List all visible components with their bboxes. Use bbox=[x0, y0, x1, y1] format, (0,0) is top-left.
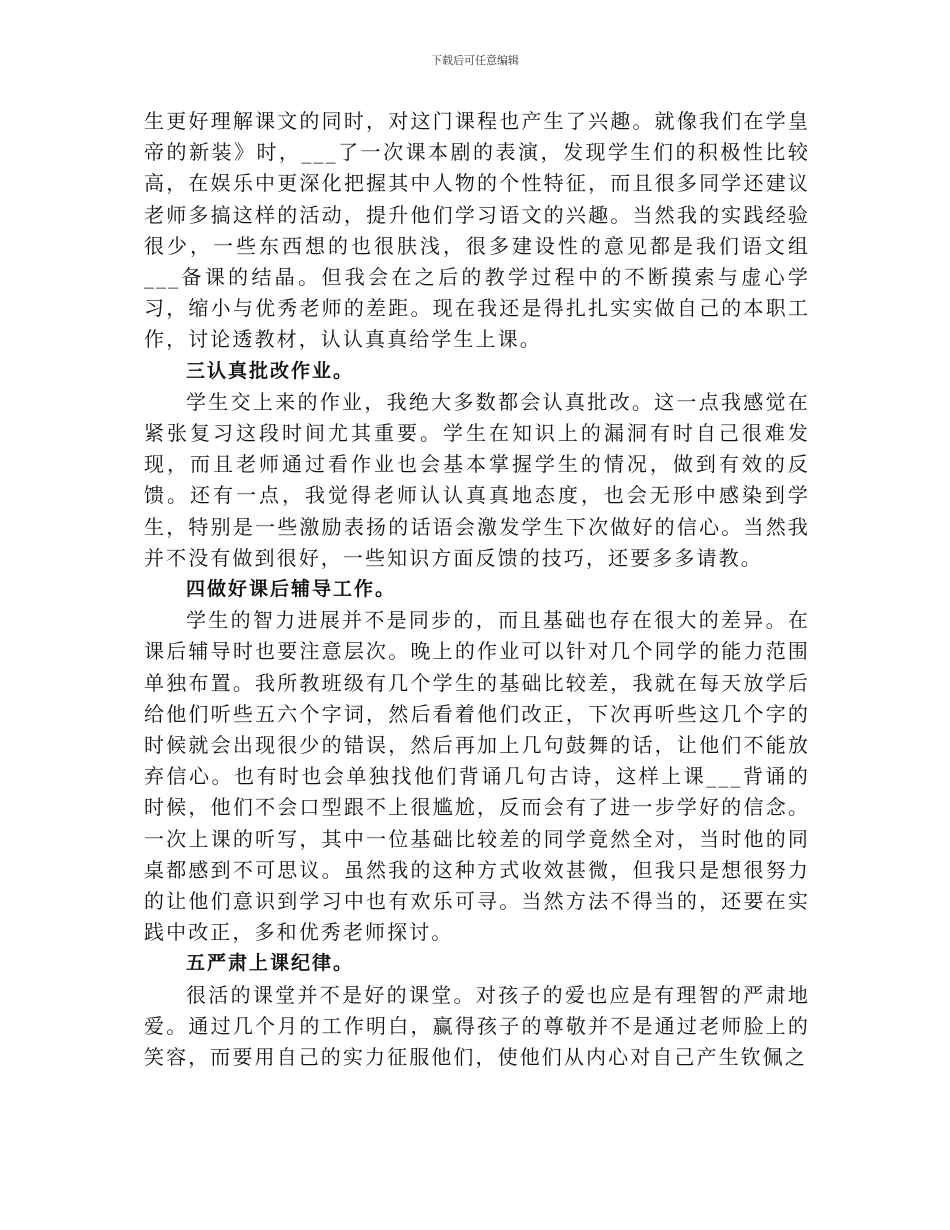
page-header: 下载后可任意编辑 bbox=[431, 54, 519, 67]
section-heading-3: 三认真批改作业。 bbox=[186, 359, 355, 382]
paragraph-section-3: 学生交上来的作业，我绝大多数都会认真批改。这一点我感觉在紧张复习这段时间尤其重要。学生在知识上的漏洞有时自己很难发现，而且老师通过看作业也会基本掌握学生的情况，做到有效的反馈。还有一点，我觉得老师认认真真地态度，也会无形中感染到学生，特别是一些激励表扬的话语会激发学生下次做好的信心。当然我并不没有做到很好，一些知识方面反馈的技巧，还要多多请教。 bbox=[144, 389, 810, 570]
section-heading-5: 五严肃上课纪律。 bbox=[186, 952, 355, 975]
paragraph-intro: 生更好理解课文的同时，对这门课程也产生了兴趣。就像我们在学皇帝的新装》时，___了一次课本剧的表演，发现学生们的积极性比较高，在娱乐中更深化把握其中人物的个性特征，而且很多同学还建议老师多搞这样的活动，提升他们学习语文的兴趣。当然我的实践经验很少，一些东西想的也很肤浅，很多建设性的意见都是我们语文组___备课的结晶。但我会在之后的教学过程中的不断摸索与虚心学习，缩小与优秀老师的差距。现在我还是得扎扎实实做自己的本职工作，讨论透教材，认认真真给学生上课。 bbox=[144, 109, 810, 352]
document-body bbox=[144, 106, 810, 1073]
section-heading-4: 四做好课后辅导工作。 bbox=[186, 578, 397, 601]
paragraph-section-4: 学生的智力进展并不是同步的，而且基础也存在很大的差异。在课后辅导时也要注意层次。晚上的作业可以针对几个同学的能力范围单独布置。我所教班级有几个学生的基础比较差，我就在每天放学后给他们听些五六个字词，然后看着他们改正，下次再听些这几个字的时候就会出现很少的错误，然后再加上几句鼓舞的话，让他们不能放弃信心。也有时也会单独找他们背诵几句古诗，这样上课___背诵的时候，他们不会口型跟不上很尴尬，反而会有了进一步学好的信念。一次上课的听写，其中一位基础比较差的同学竟然全对，当时他的同桌都感到不可思议。虽然我的这种方式收效甚微，但我只是想很努力的让他们意识到学习中也有欢乐可寻。当然方法不得当的，还要在实践中改正，多和优秀老师探讨。 bbox=[144, 608, 810, 945]
paragraph-section-5: 很活的课堂并不是好的课堂。对孩子的爱也应是有理智的严肃地爱。通过几个月的工作明白，赢得孩子的尊敬并不是通过老师脸上的笑容，而要用自己的实力征服他们，使他们从内心对自己产生钦佩之 bbox=[144, 982, 810, 1070]
